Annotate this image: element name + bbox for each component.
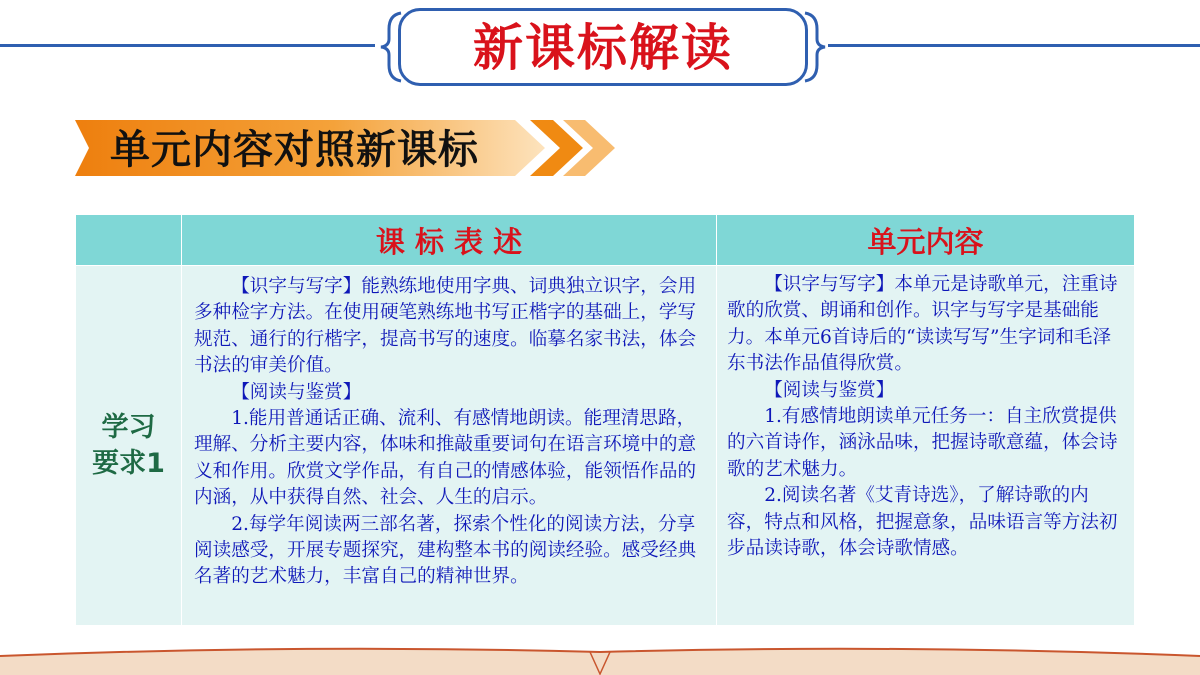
title-frame (398, 8, 808, 86)
page-title: 新课标解读 (473, 18, 733, 77)
standard-cell (182, 266, 717, 626)
unit-text (717, 266, 1134, 562)
table-header-row (76, 215, 1135, 266)
bottom-decoration (0, 638, 1200, 675)
standard-paragraph: 1.能用普通话正确、流利、有感情地朗读。能理清思路，理解、分析主要内容，体味和推敲重要词句在语言环境中的意义和作用。欣赏文学作品，有自己的情感体验，能领悟作品的内涵，从中获得自然、社会、人生的启示。 (194, 408, 697, 509)
table-row (76, 266, 1135, 626)
row-label-cell (76, 266, 182, 626)
standard-paragraph: 【阅读与鉴赏】 (231, 381, 362, 403)
header-blank-cell (76, 215, 182, 266)
unit-paragraph: 1.有感情地朗读单元任务一：自主欣赏提供的六首诗作，涵泳品味，把握诗歌意蕴，体会诗歌的艺术魅力。 (727, 406, 1118, 480)
comparison-table (75, 214, 1135, 626)
header-standard: 课 标 表 述 (182, 215, 717, 266)
title-rule-right (828, 44, 1200, 47)
standard-paragraph: 【识字与写字】能熟练地使用字典、词典独立识字，会用多种检字方法。在使用硬笔熟练地书写正楷字的基础上，学写规范、通行的行楷字，提高书写的速度。临摹名家书法，体会书法的审美价值。 (194, 276, 697, 377)
standard-text (182, 266, 716, 591)
unit-paragraph: 【识字与写字】本单元是诗歌单元，注重诗歌的欣赏、朗诵和创作。识字与写字是基础能力。本单元6首诗后的“读读写写”生字词和毛泽东书法作品值得欣赏。 (727, 274, 1118, 375)
row-label (76, 266, 181, 625)
title-rule-left (0, 44, 375, 47)
left-brace-icon (379, 11, 403, 83)
section-title: 单元内容对照新课标 (110, 126, 479, 173)
header-unit-content: 单元内容 (717, 215, 1135, 266)
unit-paragraph: 2.阅读名著《艾青诗选》，了解诗歌的内容，特点和风格，把握意象，品味语言等方法初步品读诗歌，体会诗歌情感。 (727, 485, 1118, 560)
right-brace-icon (803, 11, 827, 83)
standard-paragraph: 2.每学年阅读两三部名著，探索个性化的阅读方法，分享阅读感受，开展专题探究，建构整本书的阅读经验。感受经典名著的艺术魅力，丰富自己的精神世界。 (194, 513, 697, 588)
unit-cell (717, 266, 1135, 626)
row-label-text: 学习 要求1 (92, 411, 165, 479)
unit-paragraph: 【阅读与鉴赏】 (764, 379, 895, 401)
